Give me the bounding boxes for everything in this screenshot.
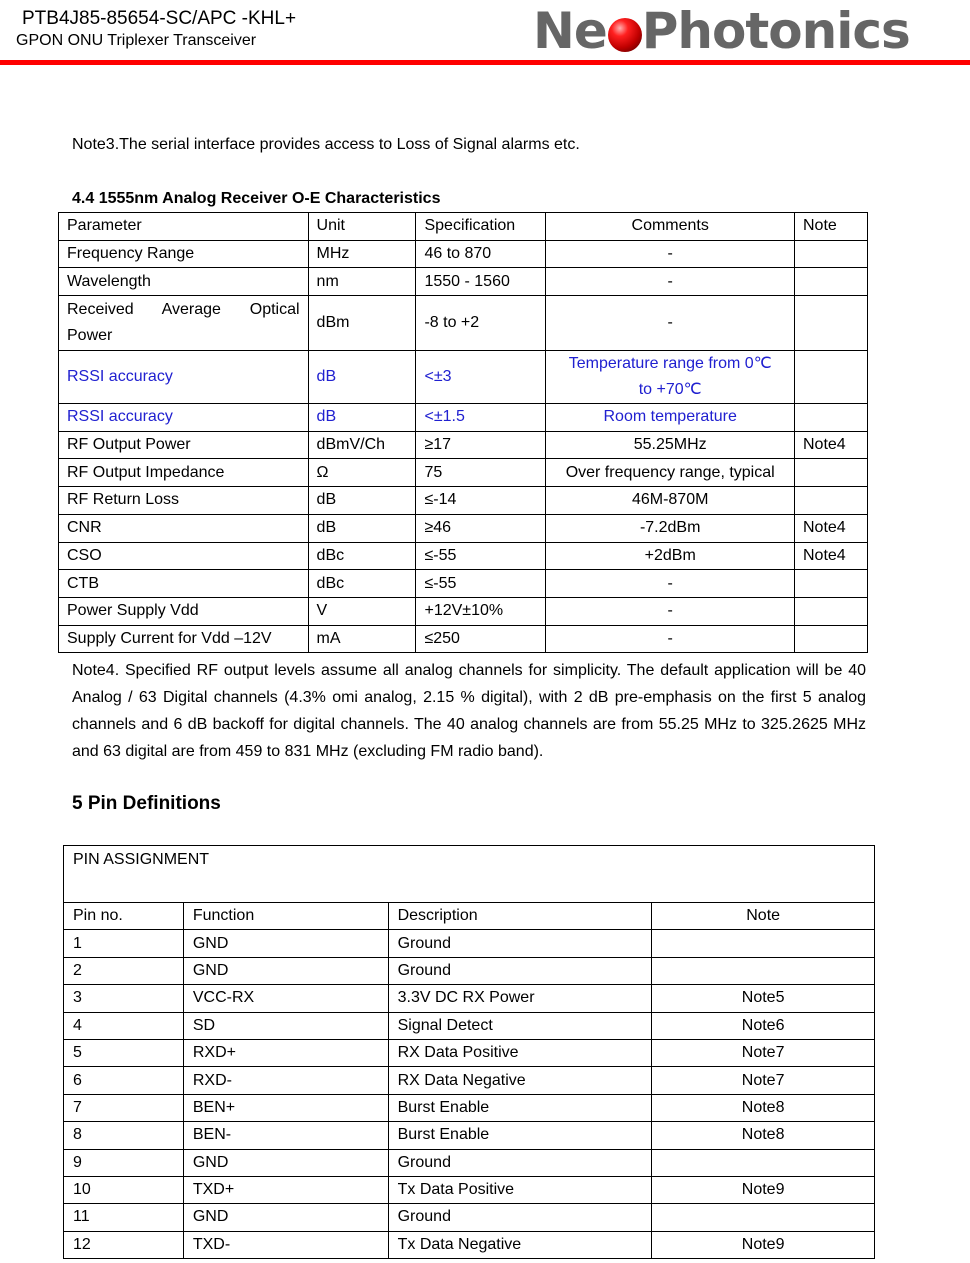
pin-row — [64, 1067, 875, 1094]
table-row — [59, 459, 868, 487]
pin-pin-cell: 10 — [64, 1176, 184, 1203]
header-red-rule — [0, 60, 970, 65]
pin-row — [64, 930, 875, 957]
pin-function-cell: TXD+ — [183, 1176, 388, 1203]
comments-cell: - — [546, 597, 795, 625]
pin-assignment-caption: PIN ASSIGNMENT — [64, 846, 875, 903]
pin-description-cell: RX Data Negative — [388, 1067, 652, 1094]
note-cell — [795, 459, 868, 487]
note-cell — [795, 240, 868, 268]
specification-cell: 1550 - 1560 — [416, 268, 546, 296]
pin-description-cell: Ground — [388, 957, 652, 984]
column-header: Specification — [416, 213, 546, 241]
table-row — [59, 296, 868, 351]
section-4-4-heading: 4.4 1555nm Analog Receiver O-E Characteristics — [72, 190, 441, 207]
note-cell — [795, 404, 868, 432]
pin-row — [64, 1094, 875, 1121]
pin-description-cell: Ground — [388, 1149, 652, 1176]
specification-cell: +12V±10% — [416, 597, 546, 625]
parameter-cell: CSO — [59, 542, 309, 570]
comments-cell: -7.2dBm — [546, 514, 795, 542]
specification-cell: ≤250 — [416, 625, 546, 653]
pin-description-cell: RX Data Positive — [388, 1039, 652, 1066]
note-cell: Note4 — [795, 431, 868, 459]
pin-function-cell: GND — [183, 930, 388, 957]
pin-note-cell: Note7 — [652, 1067, 875, 1094]
column-header: Comments — [546, 213, 795, 241]
specification-cell: ≥17 — [416, 431, 546, 459]
pin-row — [64, 1012, 875, 1039]
pin-function-cell: GND — [183, 1204, 388, 1231]
table-row — [59, 431, 868, 459]
pin-note-cell: Note5 — [652, 985, 875, 1012]
unit-cell: dB — [308, 487, 416, 515]
table-header-row — [64, 903, 875, 930]
pin-description-cell: 3.3V DC RX Power — [388, 985, 652, 1012]
pin-description-cell: Ground — [388, 930, 652, 957]
pin-function-cell: RXD- — [183, 1067, 388, 1094]
unit-cell: dBmV/Ch — [308, 431, 416, 459]
pin-description-cell: Ground — [388, 1204, 652, 1231]
table-row — [59, 514, 868, 542]
pin-note-cell: Note6 — [652, 1012, 875, 1039]
pin-function-cell: VCC-RX — [183, 985, 388, 1012]
pin-row — [64, 1204, 875, 1231]
note-cell — [795, 487, 868, 515]
comments-cell: +2dBm — [546, 542, 795, 570]
specification-cell: <±3 — [416, 351, 546, 404]
pin-pin-cell: 5 — [64, 1039, 184, 1066]
note-cell — [795, 570, 868, 598]
comments-cell: Over frequency range, typical — [546, 459, 795, 487]
comments-cell: - — [546, 268, 795, 296]
column-header: Note — [795, 213, 868, 241]
pin-function-cell: BEN- — [183, 1122, 388, 1149]
unit-cell: dBm — [308, 296, 416, 351]
comments-cell: - — [546, 570, 795, 598]
pin-function-cell: GND — [183, 957, 388, 984]
table-row — [59, 487, 868, 515]
section-5-heading: 5 Pin Definitions — [72, 793, 221, 814]
unit-cell: dB — [308, 514, 416, 542]
pin-pin-cell: 11 — [64, 1204, 184, 1231]
parameter-cell: Received Average Optical Power — [59, 296, 309, 351]
pin-function-cell: BEN+ — [183, 1094, 388, 1121]
parameter-cell: Power Supply Vdd — [59, 597, 309, 625]
unit-cell: Ω — [308, 459, 416, 487]
parameter-cell: RSSI accuracy — [59, 351, 309, 404]
table-header-row — [59, 213, 868, 241]
document-part-number: PTB4J85-85654-SC/APC -KHL+ — [22, 8, 297, 29]
pin-note-cell — [652, 957, 875, 984]
pin-assignment-table — [63, 845, 875, 1259]
specification-cell: ≤-55 — [416, 542, 546, 570]
table-row — [59, 351, 868, 404]
parameter-cell: RF Output Impedance — [59, 459, 309, 487]
pin-description-cell: Burst Enable — [388, 1094, 652, 1121]
unit-cell: mA — [308, 625, 416, 653]
parameter-cell: CNR — [59, 514, 309, 542]
pin-row — [64, 1039, 875, 1066]
unit-cell: dBc — [308, 570, 416, 598]
comments-cell: Room temperature — [546, 404, 795, 432]
pin-pin-cell: 8 — [64, 1122, 184, 1149]
comments-cell: 46M-870M — [546, 487, 795, 515]
specification-cell: -8 to +2 — [416, 296, 546, 351]
column-header: Pin no. — [64, 903, 184, 930]
specification-cell: 75 — [416, 459, 546, 487]
pin-note-cell: Note8 — [652, 1122, 875, 1149]
table-row — [59, 542, 868, 570]
unit-cell: V — [308, 597, 416, 625]
parameter-cell: RF Output Power — [59, 431, 309, 459]
unit-cell: dB — [308, 351, 416, 404]
pin-note-cell: Note9 — [652, 1176, 875, 1203]
column-header: Parameter — [59, 213, 309, 241]
table-row — [59, 625, 868, 653]
specification-cell: ≤-55 — [416, 570, 546, 598]
pin-row — [64, 1176, 875, 1203]
column-header: Function — [183, 903, 388, 930]
comments-cell: Temperature range from 0℃ to +70℃ — [546, 351, 795, 404]
pin-row — [64, 957, 875, 984]
pin-pin-cell: 7 — [64, 1094, 184, 1121]
parameter-cell: Frequency Range — [59, 240, 309, 268]
pin-row — [64, 985, 875, 1012]
unit-cell: dB — [308, 404, 416, 432]
note-4: Note4. Specified RF output levels assume all analog channels for simplicity. The default application will be 40 Analog / 63 Digital channels (4.3% omi analog, 2.15 % digital), with 2 dB pre-emphasis on the first 5 analog channels and 6 dB backoff for digital channels. The 40 analog channels are from 55.25 MHz to 325.2625 MHz and 63 digital are from 459 to 831 MHz (excluding FM radio band). — [72, 662, 866, 760]
pin-description-cell: Tx Data Positive — [388, 1176, 652, 1203]
column-header: Description — [388, 903, 652, 930]
parameter-cell: RF Return Loss — [59, 487, 309, 515]
unit-cell: nm — [308, 268, 416, 296]
column-header: Note — [652, 903, 875, 930]
specification-cell: <±1.5 — [416, 404, 546, 432]
pin-note-cell — [652, 1149, 875, 1176]
pin-pin-cell: 2 — [64, 957, 184, 984]
pin-description-cell: Tx Data Negative — [388, 1231, 652, 1258]
note-cell — [795, 268, 868, 296]
pin-function-cell: GND — [183, 1149, 388, 1176]
note-cell — [795, 296, 868, 351]
pin-row — [64, 1149, 875, 1176]
note-cell: Note4 — [795, 514, 868, 542]
unit-cell: MHz — [308, 240, 416, 268]
comments-cell: - — [546, 240, 795, 268]
pin-pin-cell: 6 — [64, 1067, 184, 1094]
pin-note-cell — [652, 930, 875, 957]
column-header: Unit — [308, 213, 416, 241]
table-row — [59, 597, 868, 625]
pin-function-cell: TXD- — [183, 1231, 388, 1258]
pin-function-cell: RXD+ — [183, 1039, 388, 1066]
note-cell — [795, 351, 868, 404]
note-cell: Note4 — [795, 542, 868, 570]
specification-cell: 46 to 870 — [416, 240, 546, 268]
parameter-cell: Wavelength — [59, 268, 309, 296]
pin-note-cell — [652, 1204, 875, 1231]
table-row — [59, 240, 868, 268]
analog-receiver-table — [58, 212, 868, 653]
parameter-cell: RSSI accuracy — [59, 404, 309, 432]
unit-cell: dBc — [308, 542, 416, 570]
comments-cell: 55.25MHz — [546, 431, 795, 459]
comments-cell: - — [546, 625, 795, 653]
note-cell — [795, 597, 868, 625]
table-caption-row — [64, 846, 875, 903]
note-cell — [795, 625, 868, 653]
pin-note-cell: Note8 — [652, 1094, 875, 1121]
pin-description-cell: Signal Detect — [388, 1012, 652, 1039]
comments-cell: - — [546, 296, 795, 351]
pin-row — [64, 1231, 875, 1258]
table-row — [59, 268, 868, 296]
pin-note-cell: Note7 — [652, 1039, 875, 1066]
parameter-cell: CTB — [59, 570, 309, 598]
table-row — [59, 570, 868, 598]
neophotonics-logo — [533, 2, 910, 60]
table-row — [59, 404, 868, 432]
pin-pin-cell: 4 — [64, 1012, 184, 1039]
pin-pin-cell: 12 — [64, 1231, 184, 1258]
logo-text-ne: Ne — [533, 2, 607, 60]
pin-row — [64, 1122, 875, 1149]
pin-pin-cell: 1 — [64, 930, 184, 957]
document-subtitle: GPON ONU Triplexer Transceiver — [16, 32, 257, 49]
pin-description-cell: Burst Enable — [388, 1122, 652, 1149]
parameter-cell: Supply Current for Vdd –12V — [59, 625, 309, 653]
pin-note-cell: Note9 — [652, 1231, 875, 1258]
note-3: Note3.The serial interface provides access to Loss of Signal alarms etc. — [72, 136, 580, 153]
specification-cell: ≤-14 — [416, 487, 546, 515]
specification-cell: ≥46 — [416, 514, 546, 542]
logo-red-sphere-icon — [608, 18, 642, 52]
logo-text-photonics: Photonics — [641, 2, 910, 60]
pin-function-cell: SD — [183, 1012, 388, 1039]
pin-pin-cell: 9 — [64, 1149, 184, 1176]
pin-pin-cell: 3 — [64, 985, 184, 1012]
